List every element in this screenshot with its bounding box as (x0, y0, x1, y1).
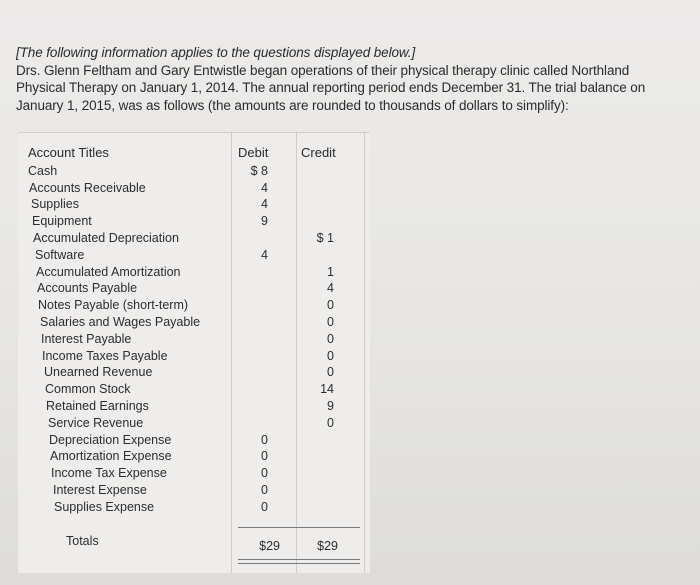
row-credit: 4 (327, 281, 334, 296)
row-credit: 0 (327, 298, 334, 313)
row-account-title: Interest Expense (53, 483, 147, 497)
row-credit: 0 (327, 331, 334, 346)
row-credit: 9 (327, 399, 334, 413)
sum-line (238, 527, 360, 528)
double-underline (238, 563, 360, 564)
row-account-title: Retained Earnings (46, 399, 149, 413)
row-account-title: Unearned Revenue (44, 365, 153, 380)
row-credit: 0 (327, 348, 334, 363)
row-debit: 9 (261, 214, 268, 229)
row-debit: 4 (261, 180, 268, 195)
row-debit: 0 (261, 449, 268, 464)
row-credit: 0 (327, 415, 334, 430)
row-account-title: Service Revenue (48, 415, 144, 430)
row-account-title: Accumulated Amortization (36, 264, 181, 279)
row-account-title: Income Taxes Payable (42, 348, 168, 363)
header-credit: Credit (301, 145, 336, 160)
row-debit: 4 (261, 197, 268, 212)
row-account-title: Software (35, 247, 85, 262)
row-credit: 0 (327, 315, 334, 329)
row-account-title: Amortization Expense (50, 449, 172, 464)
totals-debit: $29 (259, 539, 280, 553)
row-debit: 4 (261, 247, 268, 262)
column-divider (364, 133, 365, 573)
header-account-titles: Account Titles (28, 145, 109, 160)
row-account-title: Salaries and Wages Payable (40, 315, 201, 329)
row-debit: $ 8 (250, 163, 268, 178)
row-account-title: Supplies (31, 197, 79, 212)
row-account-title: Accumulated Depreciation (33, 231, 179, 245)
intro-note: [The following information applies to the questions displayed below.] (16, 45, 416, 60)
trial-balance-table (18, 132, 370, 573)
row-credit: 0 (327, 365, 334, 380)
row-credit: $ 1 (316, 231, 334, 245)
row-account-title: Interest Payable (41, 331, 132, 346)
row-account-title: Depreciation Expense (49, 432, 172, 447)
row-account-title: Common Stock (45, 382, 131, 397)
row-account-title: Accounts Payable (37, 281, 138, 296)
row-account-title: Equipment (32, 214, 92, 229)
totals-label: Totals (66, 534, 99, 548)
row-debit: 0 (261, 499, 268, 514)
totals-credit: $29 (317, 539, 338, 553)
row-account-title: Notes Payable (short-term) (38, 298, 189, 313)
row-account-title: Supplies Expense (54, 499, 155, 514)
column-divider (296, 133, 297, 573)
row-credit: 14 (320, 382, 334, 397)
row-account-title: Income Tax Expense (51, 466, 167, 481)
row-account-title: Cash (28, 163, 58, 178)
column-divider (231, 133, 232, 573)
row-debit: 0 (261, 466, 268, 481)
intro-line-3: Physical Therapy on January 1, 2014. The annual reporting period ends December 31. The trial balance on (16, 80, 646, 95)
row-debit: 0 (261, 432, 268, 447)
row-account-title: Accounts Receivable (29, 180, 146, 195)
header-debit: Debit (238, 145, 269, 160)
double-underline (238, 559, 360, 560)
row-credit: 1 (327, 264, 334, 279)
intro-line-4: January 1, 2015, was as follows (the amounts are rounded to thousands of dollars to simplify): (16, 97, 569, 113)
row-debit: 0 (261, 483, 268, 497)
intro-text (16, 44, 700, 114)
intro-line-2: Drs. Glenn Feltham and Gary Entwistle began operations of their physical therapy clinic called Northland (16, 62, 630, 78)
